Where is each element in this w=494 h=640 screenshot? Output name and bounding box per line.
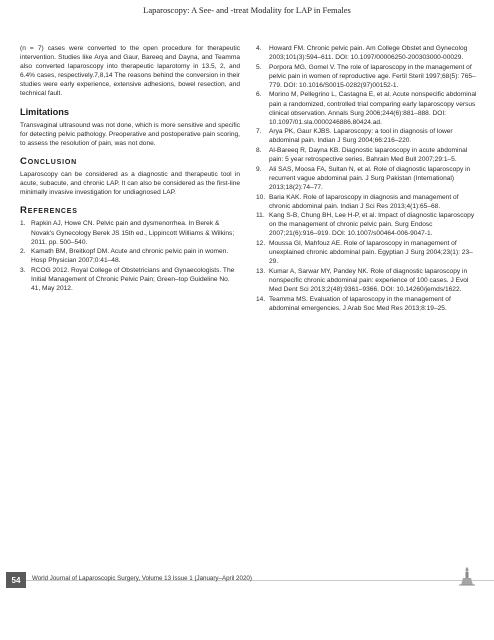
reference-item <box>256 165 478 192</box>
reference-text: Rapkin AJ, Howe CN. Pelvic pain and dysmenorrhea. In Berek & Novak's Gynecology Berek JS 15th ed., Lippincott Williams & Wilkins; 2011. pp. 500–540. <box>31 220 235 246</box>
reference-number: 8. <box>256 147 262 155</box>
reference-text: Kang S-B, Chung BH, Lee H-P, et al. Impact of diagnostic laparoscopy on the management of chronic pelvic pain. Surg Endosc 2007;21(6):916–919. DOI: 10.1007/s00464-006-9047-1. <box>269 212 475 238</box>
reference-number: 9. <box>256 165 262 173</box>
reference-item <box>256 44 478 62</box>
reference-item <box>256 211 478 238</box>
reference-number: 5. <box>256 63 262 71</box>
reference-number: 4. <box>256 45 262 52</box>
publisher-logo-icon <box>458 566 476 586</box>
reference-number: 7. <box>256 128 262 136</box>
left-column <box>20 44 240 294</box>
right-column <box>256 44 478 313</box>
reference-item <box>256 146 478 164</box>
reference-item <box>256 63 478 90</box>
reference-text: Kumar A, Sarwar MY, Pandey NK. Role of diagnostic laparoscopy in nonspecific chronic abdominal pain: experience of 100 cases. J Evol Med Dent Sci 2013;2(48):9361–9366. DOI: 10.14260/jemds/1622. <box>269 267 469 293</box>
reference-number: 12. <box>256 239 266 247</box>
conclusion-heading: Conclusion <box>20 155 77 167</box>
reference-number: 14. <box>256 295 266 303</box>
reference-item <box>256 127 478 145</box>
reference-item <box>256 90 478 126</box>
reference-text: Howard FM. Chronic pelvic pain. Am College Obstet and Gynecolog 2003;101(3):594–611. DOI: 10.1097/00006250-200303000-00029. <box>269 45 468 62</box>
reference-text: Moussa GI, Mahfouz AE. Role of laparoscopy in management of unexplained chronic abdominal pain. Egyptian J Surg 2004;23(1): 23–29. <box>269 239 473 266</box>
reference-item <box>20 219 240 246</box>
reference-item <box>256 267 478 294</box>
reference-item <box>256 193 478 211</box>
reference-number: 11. <box>256 212 265 220</box>
reference-text: Kamath BM, Breitkopf DM. Acute and chronic pelvic pain in women. Hosp Physician 2007;0:41–48. <box>31 248 229 265</box>
reference-text: Al-Bareeq R, Dayna KB. Diagnostic laparoscopy in acute abdominal pain: 5 year retrospective series. Bahrain Med Bull 2007;29:1–5. <box>269 147 468 164</box>
reference-number: 1. <box>20 220 26 228</box>
running-head: Laparoscopy: A See- and -treat Modality for LAP in Females <box>143 5 351 15</box>
reference-item <box>256 295 478 313</box>
references-heading: References <box>20 205 78 217</box>
reference-number: 3. <box>20 266 26 274</box>
reference-text: RCOG 2012. Royal College of Obstetricians and Gynaecologists. The Initial Management of Chronic Pelvic Pain; Green–top Guideline No. 41, May 2012. <box>31 266 235 293</box>
reference-text: Morino M, Pellegrino L, Castagna E, et al. Acute nonspecific abdominal pain a randomized, controlled trial comparing early laparoscopy versus clinical observation. Annals Surg 2006;244(6):881–888. DOI: 10.1097/01.sla.0000246886.80424.ad. <box>269 91 477 126</box>
reference-item <box>20 266 240 293</box>
reference-item <box>20 247 240 265</box>
reference-text: Porpora MG, Gomel V. The role of laparoscopy in the management of pelvic pain in women of reproductive age. Fertil Steril 1997;68(5): 765–779. DOI: 10.1016/S0015-0282(97)00152-1. <box>269 63 476 89</box>
reference-number: 6. <box>256 91 262 99</box>
reference-list-right <box>256 44 478 313</box>
reference-text: Baria KAK. Role of laparoscopy in diagnosis and management of chronic abdominal pain. Indian J Sci Res 2013;4(1):65–68. <box>269 193 459 210</box>
reference-number: 10. <box>256 193 266 201</box>
journal-citation: World Journal of Laparoscopic Surgery, Volume 13 Issue 1 (January–April 2020) <box>32 575 252 582</box>
reference-text: Ali SAS, Moosa FA, Sultan N, et al. Role of diagnostic laparoscopy in recurrent vague abdominal pain. J Surg Pakistan (International) 2013;18(2):74–77. <box>269 165 471 191</box>
intro-paragraph: (n = 7) cases were converted to the open procedure for therapeutic intervention. Studies like Arya and Gaur, Bareeq and Dayna, and Teamma also converted laparoscopy into therapeutic laparotomy in 13.5, 2, and 6.4% cases, respectively.7,8,14 The reasons behind the conversion in their studies were early experience, extensive adhesions, bowel resection, and technical fault. <box>20 45 240 98</box>
page-number: 54 <box>6 572 26 588</box>
reference-text: Arya PK, Gaur KJBS. Laparoscopy: a tool in diagnosis of lower abdominal pain. Indian J Surg 2004;66:216–220. <box>269 128 453 145</box>
reference-list-left <box>20 219 240 293</box>
reference-text: Teamma MS. Evaluation of laparoscopy in the management of abdominal emergencies. J Arab Soc Med Res 2013;8:19–25. <box>269 295 451 312</box>
reference-number: 13. <box>256 267 266 275</box>
reference-item <box>256 239 478 266</box>
reference-number: 2. <box>20 248 26 256</box>
conclusion-paragraph: Laparoscopy can be considered as a diagnostic and therapeutic tool in acute, subacute, and chronic LAP. It can also be considered as the first-line minimally invasive investigation for undiagnosed LAP. <box>20 171 240 197</box>
limitations-paragraph: Transvaginal ultrasound was not done, which is more sensitive and specific for detecting pelvic pathology. Preoperative and postoperative pain scoring, to assess the resolution of pain, was not done. <box>20 121 240 147</box>
limitations-heading: Limitations <box>20 106 70 117</box>
